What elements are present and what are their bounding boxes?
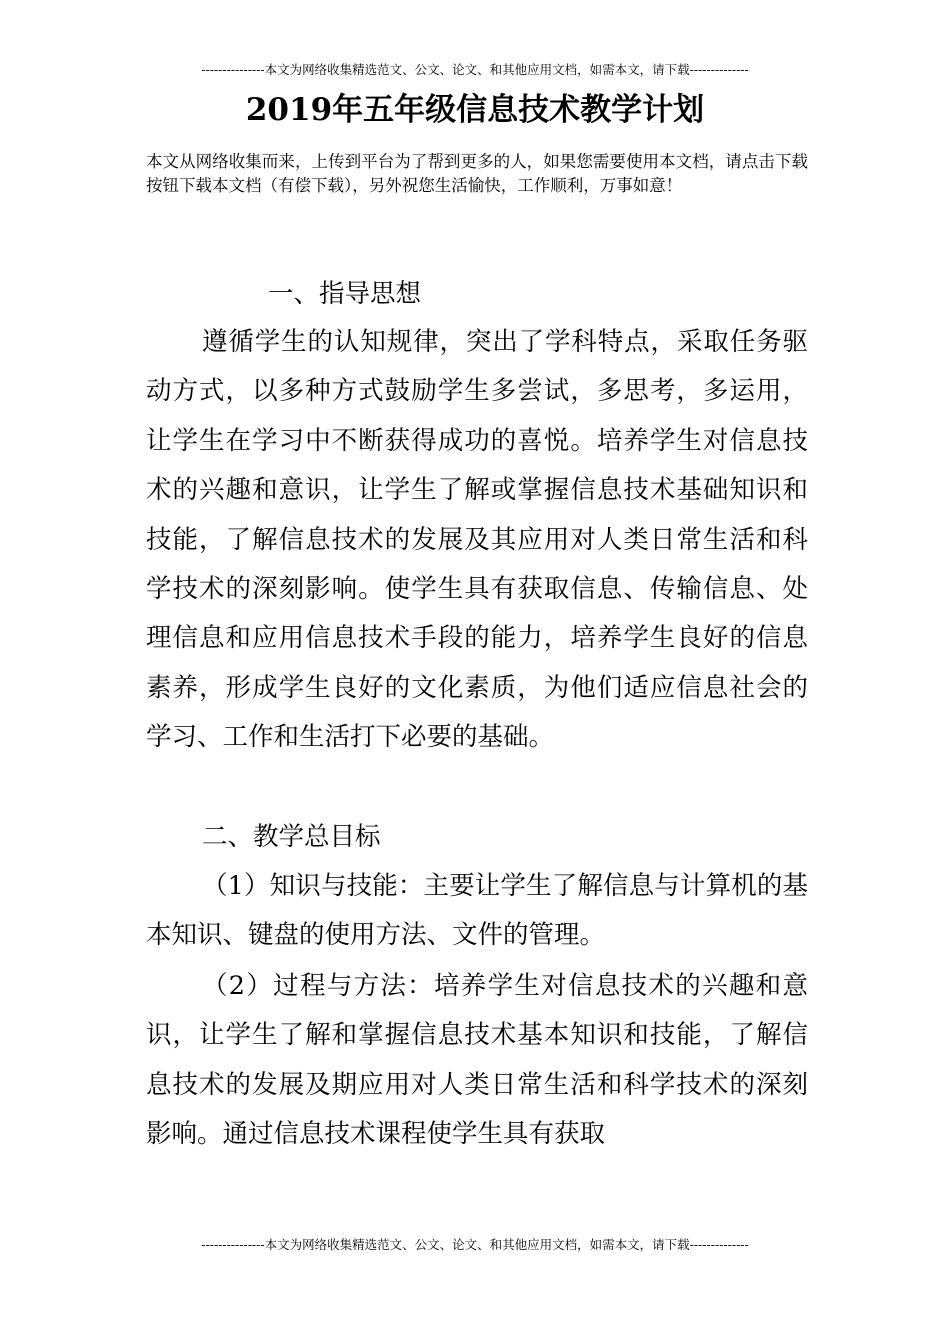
page-footer: ---------------本文为网络收集精选范文、公文、论文、和其他应用文档，如需本文，请下载-------------- [201, 1237, 749, 1252]
document-title: 2019年五年级信息技术教学计划 [245, 92, 705, 128]
paragraph-knowledge-skills: （1）知识与技能：主要让学生了解信息与计算机的基本知识、键盘的使用方法、文件的管理。 [146, 871, 808, 951]
section-heading-teaching-goals: 二、教学总目标 [202, 822, 381, 852]
page-header: ---------------本文为网络收集精选范文、公文、论文、和其他应用文档，如需本文，请下载-------------- [201, 62, 749, 77]
intro-paragraph: 本文从网络收集而来，上传到平台为了帮到更多的人，如果您需要使用本文档，请点击下载按钮下载本文档（有偿下载），另外祝您生活愉快，工作顺利，万事如意！ [146, 152, 808, 195]
section-heading-guiding-ideology: 一、指导思想 [268, 279, 422, 309]
paragraph-guiding-ideology: 遵循学生的认知规律，突出了学科特点，采取任务驱动方式，以多种方式鼓励学生多尝试，多思考，多运用，让学生在学习中不断获得成功的喜悦。培养学生对信息技术的兴趣和意识，让学生了解或掌握信息技术基础知识和技能，了解信息技术的发展及其应用对人类日常生活和科学技术的深刻影响。使学生具有获取信息、传输信息、处理信息和应用信息技术手段的能力，培养学生良好的信息素养，形成学生良好的文化素质，为他们适应信息社会的学习、工作和生活打下必要的基础。 [146, 327, 808, 753]
paragraph-process-methods: （2）过程与方法：培养学生对信息技术的兴趣和意识，让学生了解和掌握信息技术基本知识和技能，了解信息技术的发展及期应用对人类日常生活和科学技术的深刻影响。通过信息技术课程使学生具有获取 [146, 971, 808, 1150]
